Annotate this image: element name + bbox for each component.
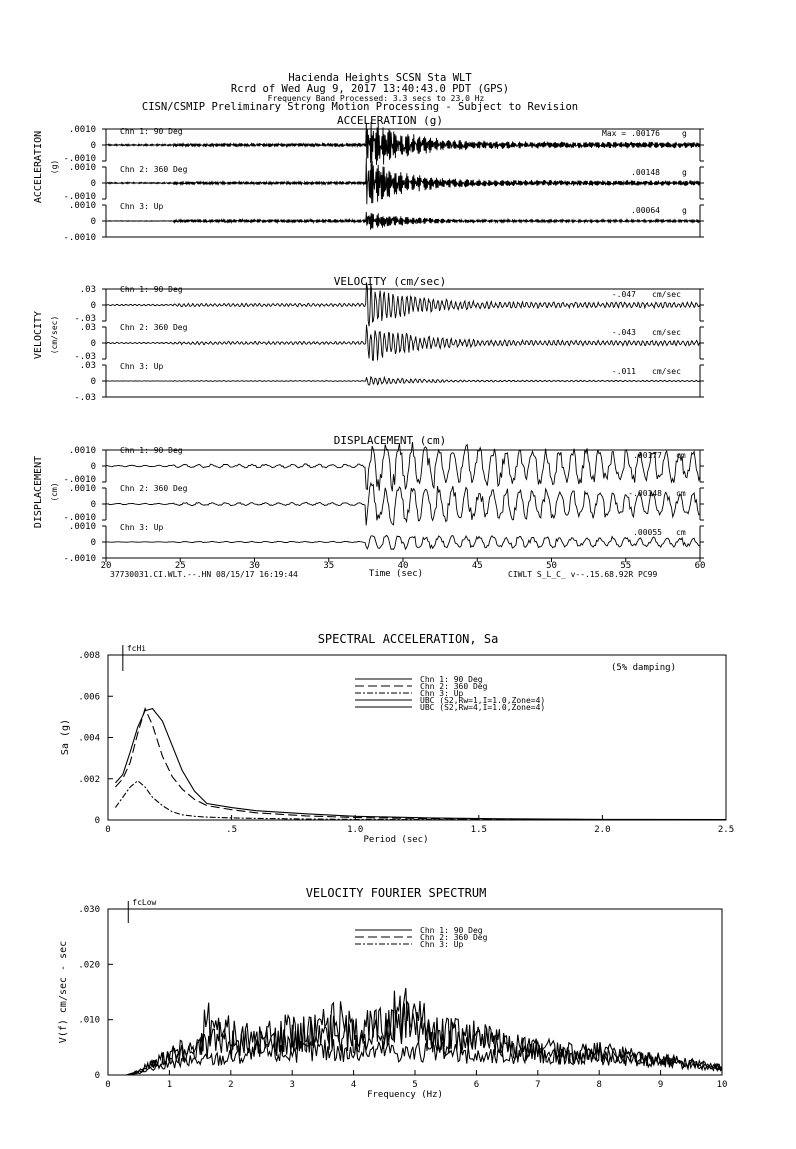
dis-ch3-ytick-bottom: -.0010 xyxy=(63,554,96,564)
fs-legend xyxy=(355,926,488,949)
velocity-channel-3 xyxy=(74,352,704,403)
fs-xtick-label: 7 xyxy=(535,1080,541,1090)
displacement-ylabel: DISPLACEMENT xyxy=(33,455,44,529)
dis-ch3-peak: .00055 xyxy=(633,528,662,537)
dis-ch1-ytick-top: .0010 xyxy=(68,446,96,456)
vel-ch3-trace xyxy=(106,377,700,385)
fs-fclow-label: fcLow xyxy=(132,898,157,907)
sa-xtick-label: 2.5 xyxy=(717,825,735,835)
sa-xtick-label: 2.0 xyxy=(594,825,611,835)
fourier-spectrum-chart xyxy=(58,886,727,1100)
vel-ch3-ytick-top: .03 xyxy=(79,361,96,371)
velocity-channel-1 xyxy=(80,283,704,327)
time-xtick-label: 55 xyxy=(620,561,632,571)
vel-ch3-label: Chn 3: Up xyxy=(120,362,164,371)
vel-ch1-label: Chn 1: 90 Deg xyxy=(120,285,183,294)
acc-ch1-label: Chn 1: 90 Deg xyxy=(120,127,183,136)
dis-ch2-trace xyxy=(106,483,700,525)
sa-legend-ubc2: UBC (S2,Rw=4,I=1.0,Zone=4) xyxy=(420,703,546,712)
fs-xtick-label: 8 xyxy=(596,1080,602,1090)
header-disclaimer: CISN/CSMIP Preliminary Strong Motion Processing - Subject to Revision xyxy=(141,101,579,113)
header-record: Rcrd of Wed Aug 9, 2017 13:40:43.0 PDT (GPS) xyxy=(230,83,510,95)
sa-ylabel: Sa (g) xyxy=(60,718,71,756)
acc-ch2-ytick-zero: 0 xyxy=(90,179,96,189)
fs-xtick-label: 0 xyxy=(105,1080,111,1090)
vel-ch3-ytick-zero: 0 xyxy=(90,377,96,387)
dis-ch3-trace xyxy=(106,535,700,549)
time-xtick-label: 30 xyxy=(249,561,260,571)
fs-ytick-label: 0 xyxy=(94,1071,100,1081)
vel-ch1-ytick-zero: 0 xyxy=(90,301,96,311)
velocity-ylabel: VELOCITY xyxy=(33,310,44,360)
dis-ch1-trace xyxy=(106,442,700,492)
time-xtick-label: 40 xyxy=(397,561,409,571)
acc-ch2-label: Chn 2: 360 Deg xyxy=(120,165,188,174)
displacement-yunit: (cm) xyxy=(50,482,59,502)
header-band: Frequency Band Processed: 3.3 secs to 23.0 Hz xyxy=(267,94,485,103)
fs-xtick-label: 4 xyxy=(350,1080,357,1090)
header-station: Hacienda Heights SCSN Sta WLT xyxy=(288,72,472,84)
sa-xtick-label: 1.5 xyxy=(470,825,487,835)
sa-legend-ubc1: UBC (S2,Rw=1,I=1.0,Zone=4) xyxy=(420,696,546,705)
acc-ch3-label: Chn 3: Up xyxy=(120,202,164,211)
fs-ytick-label: .010 xyxy=(78,1015,100,1026)
dis-ch3-unit: cm xyxy=(676,528,686,537)
velocity-yunit: (cm/sec) xyxy=(50,315,59,355)
sa-ytick-label: .004 xyxy=(78,733,100,744)
time-xtick-label: 60 xyxy=(694,561,706,571)
fs-xtick-label: 10 xyxy=(716,1080,728,1090)
fs-title: VELOCITY FOURIER SPECTRUM xyxy=(305,886,487,900)
sa-ytick-label: .008 xyxy=(78,651,100,661)
time-xtick-label: 20 xyxy=(100,561,112,571)
vel-ch2-trace xyxy=(106,325,700,361)
sa-xtick-label: .5 xyxy=(226,825,238,835)
dis-ch1-unit: cm xyxy=(676,451,686,460)
sa-ytick-label: 0 xyxy=(94,816,100,826)
time-xtick-label: 50 xyxy=(546,561,557,571)
acc-ch1-peak: .00176 xyxy=(631,129,660,138)
dis-ch3-label: Chn 3: Up xyxy=(120,523,164,532)
vel-ch2-unit: cm/sec xyxy=(652,328,681,337)
acc-ch2-ytick-bottom: -.0010 xyxy=(63,192,96,202)
velocity-section xyxy=(33,275,704,403)
spectral-acceleration-chart xyxy=(60,632,734,845)
acc-ch1-ytick-top: .0010 xyxy=(68,125,96,135)
vel-ch2-ytick-top: .03 xyxy=(79,323,96,333)
dis-ch1-label: Chn 1: 90 Deg xyxy=(120,446,183,455)
acceleration-title: ACCELERATION (g) xyxy=(337,114,443,127)
acceleration-yunit: (g) xyxy=(50,159,59,175)
sa-series-ch3 xyxy=(115,781,726,820)
time-xtick-label: 35 xyxy=(323,561,335,571)
fs-xlabel: Frequency (Hz) xyxy=(367,1090,443,1100)
acc-ch1-ytick-bottom: -.0010 xyxy=(63,154,96,164)
displacement-section xyxy=(33,434,705,579)
displacement-title: DISPLACEMENT (cm) xyxy=(333,434,447,447)
acc-ch2-trace xyxy=(106,158,700,204)
vel-ch1-peak: -.047 xyxy=(611,290,636,299)
vel-ch2-ytick-zero: 0 xyxy=(90,339,96,349)
dis-ch2-unit: cm xyxy=(676,489,686,498)
velocity-title: VELOCITY (cm/sec) xyxy=(333,275,447,288)
acc-ch2-peak: .00148 xyxy=(631,168,660,177)
fs-ytick-label: .030 xyxy=(78,905,100,915)
sa-xlabel: Period (sec) xyxy=(363,835,429,845)
fs-xtick-label: 6 xyxy=(473,1080,480,1090)
acc-ch3-ytick-top: .0010 xyxy=(68,201,96,211)
time-axis-label: Time (sec) xyxy=(368,569,424,579)
dis-ch2-label: Chn 2: 360 Deg xyxy=(120,484,188,493)
acc-ch3-unit: g xyxy=(682,206,687,215)
acc-ch3-ytick-zero: 0 xyxy=(90,217,96,227)
dis-ch3-ytick-top: .0010 xyxy=(68,522,96,532)
dis-ch1-ytick-bottom: -.0010 xyxy=(63,475,96,485)
sa-damping-note: (5% damping) xyxy=(610,663,676,673)
sa-plot-frame xyxy=(108,655,726,820)
velocity-channel-2 xyxy=(74,314,704,361)
fs-legend-ch1: Chn 1: 90 Deg xyxy=(420,926,483,935)
sa-fchi-label: fcHi xyxy=(126,644,147,653)
dis-ch2-ytick-top: .0010 xyxy=(68,484,96,494)
vel-ch1-ytick-bottom: -.03 xyxy=(74,314,96,324)
fs-series-ch1 xyxy=(126,988,722,1075)
acc-ch3-ytick-bottom: -.0010 xyxy=(63,233,96,243)
time-xtick-label: 25 xyxy=(174,561,186,571)
sa-title: SPECTRAL ACCELERATION, Sa xyxy=(317,632,499,646)
acc-ch2-unit: g xyxy=(682,168,687,177)
dis-ch1-peak: .00177 xyxy=(633,451,662,460)
sa-legend-ch3: Chn 3: Up xyxy=(420,689,464,698)
vel-ch3-peak: -.011 xyxy=(611,367,636,376)
fs-legend-ch3: Chn 3: Up xyxy=(420,940,464,949)
acceleration-max-prefix: Max = xyxy=(602,129,627,138)
acc-ch3-peak: .00064 xyxy=(631,206,660,215)
displacement-channel-3 xyxy=(63,513,704,564)
dis-ch2-ytick-bottom: -.0010 xyxy=(63,513,96,523)
fs-xtick-label: 1 xyxy=(166,1080,173,1090)
dis-ch1-ytick-zero: 0 xyxy=(90,462,96,472)
acceleration-ylabel: ACCELERATION xyxy=(33,130,44,204)
dis-ch2-ytick-zero: 0 xyxy=(90,500,96,510)
footer-processing-code: CIWLT S_L_C_ v--.15.68.92R PC99 xyxy=(508,570,658,579)
acceleration-channel-3 xyxy=(63,192,704,243)
fs-xtick-label: 3 xyxy=(289,1080,295,1090)
fs-ylabel: V(f) cm/sec - sec xyxy=(58,940,69,1044)
fs-ytick-label: .020 xyxy=(78,960,100,971)
vel-ch3-unit: cm/sec xyxy=(652,367,681,376)
fs-xtick-label: 2 xyxy=(228,1080,234,1090)
sa-xtick-label: 0 xyxy=(105,825,111,835)
time-xtick-label: 45 xyxy=(471,561,483,571)
vel-ch3-ytick-bottom: -.03 xyxy=(74,393,96,403)
acc-ch2-ytick-top: .0010 xyxy=(68,163,96,173)
acc-ch1-ytick-zero: 0 xyxy=(90,141,96,151)
sa-series-ch1 xyxy=(115,709,726,820)
report-header xyxy=(142,72,578,113)
vel-ch2-label: Chn 2: 360 Deg xyxy=(120,323,188,332)
sa-xtick-label: 1.0 xyxy=(347,825,364,835)
fs-xtick-label: 9 xyxy=(657,1080,664,1090)
vel-ch1-ytick-top: .03 xyxy=(79,285,96,295)
dis-ch2-peak: -.00148 xyxy=(628,489,662,498)
fs-legend-ch2: Chn 2: 360 Deg xyxy=(420,933,488,942)
fs-series-ch2 xyxy=(126,1001,722,1075)
sa-ytick-label: .002 xyxy=(78,774,100,785)
displacement-channel-2 xyxy=(63,475,704,525)
vel-ch2-peak: -.043 xyxy=(611,328,636,337)
sa-legend-ch2: Chn 2: 360 Deg xyxy=(420,682,488,691)
acceleration-section xyxy=(33,114,704,243)
vel-ch1-unit: cm/sec xyxy=(652,290,681,299)
sa-legend-ch1: Chn 1: 90 Deg xyxy=(420,675,483,684)
sa-ytick-label: .006 xyxy=(78,692,100,703)
fs-xtick-label: 5 xyxy=(412,1080,418,1090)
footer-record-id: 37730031.CI.WLT.--.HN 08/15/17 16:19:44 xyxy=(110,570,298,579)
acc-ch3-trace xyxy=(106,212,700,230)
sa-legend xyxy=(355,675,545,712)
acceleration-channel-1 xyxy=(69,122,704,166)
dis-ch3-ytick-zero: 0 xyxy=(90,538,96,548)
acc-ch1-unit: g xyxy=(682,129,687,138)
vel-ch2-ytick-bottom: -.03 xyxy=(74,352,96,362)
